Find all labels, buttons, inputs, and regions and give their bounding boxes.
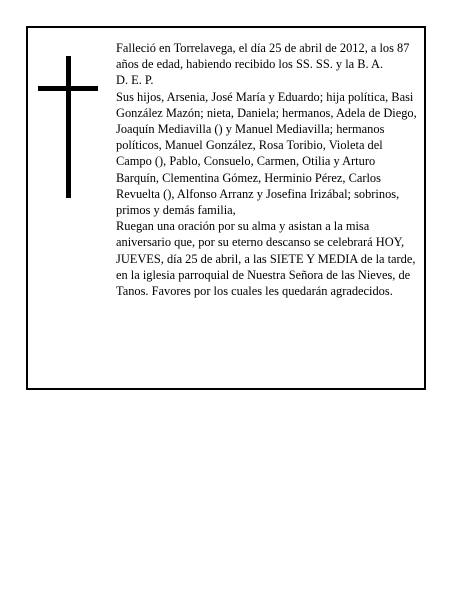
cross-icon bbox=[38, 56, 98, 198]
cross-vertical-bar bbox=[66, 56, 71, 198]
obituary-text bbox=[116, 40, 421, 299]
cross-horizontal-bar bbox=[38, 86, 98, 91]
mass-request: Ruegan una oración por su alma y asistan a la misa aniversario que, por su eterno descanso se celebrará HOY, JUEVES, día 25 de abril, a las SIETE Y MEDIA de la tarde, en la iglesia parroquial de Nuestra Señora de las Nieves, de Tanos. Favores por los cuales les quedarán agradecidos. bbox=[116, 219, 416, 299]
obituary-notice bbox=[26, 26, 426, 390]
death-notice: Falleció en Torrelavega, el día 25 de abril de 2012, a los 87 años de edad, habiendo recibido los SS. SS. y la B. A. bbox=[116, 41, 410, 72]
rip-line: D. E. P. bbox=[116, 73, 154, 88]
family-list: Sus hijos, Arsenia, José María y Eduardo; hija política, Basi González Mazón; nieta, Daniela; hermanos, Adela de Diego, Joaquín Mediavilla () y Manuel Mediavilla; hermanos políticos, Manuel González, Rosa Toribio, Violeta del Campo (), Pablo, Consuelo, Carmen, Otilia y Arturo Barquín, Clementina Gómez, Herminio Pérez, Carlos Revuelta (), Alfonso Arranz y Josefina Irizábal; sobrinos, primos y demás familia, bbox=[116, 89, 417, 218]
